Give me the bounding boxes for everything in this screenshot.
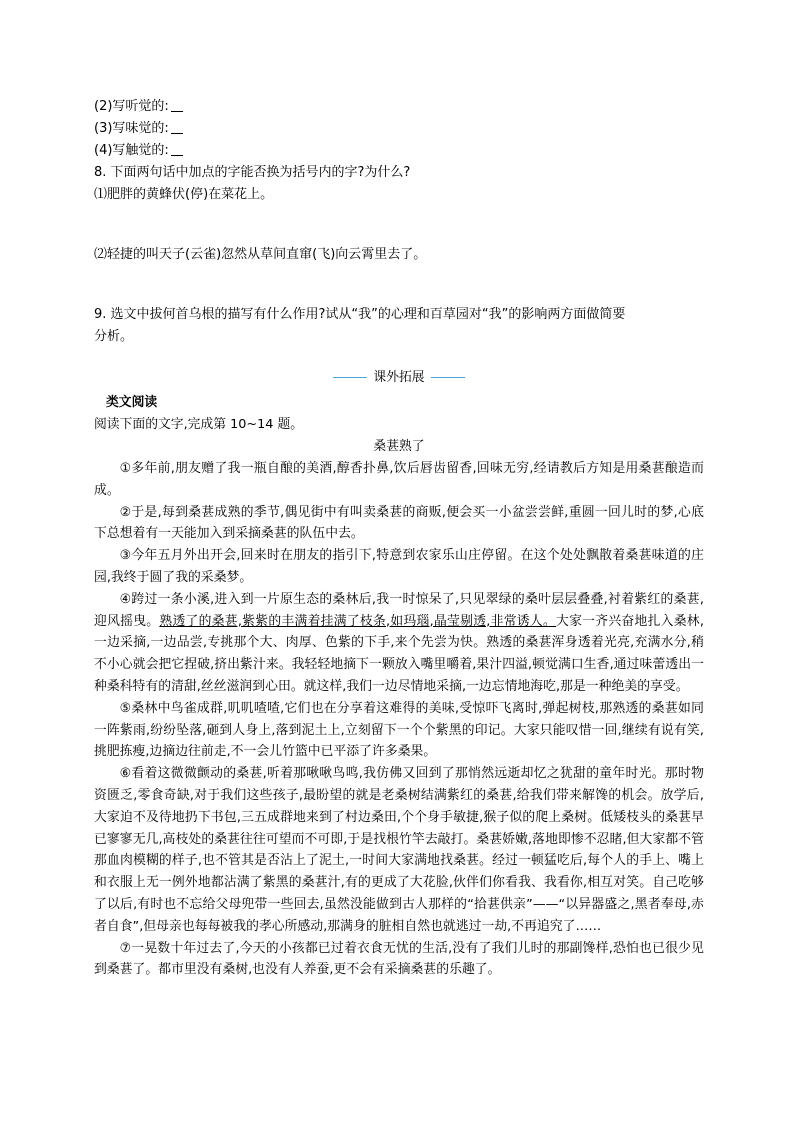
- article-paragraph-2: ②于是,每到桑葚成熟的季节,偶见街中有叫卖桑葚的商贩,便会买一小盆尝尝鲜,重圆一回儿时的梦,心底下总想着有一天能加入到采摘桑葚的队伍中去。: [94, 504, 704, 542]
- paragraph-4-start: ④跨过一条小溪,进入到一片原生态的桑林后,我一时惊呆了,只见翠绿的桑叶层层叠叠,衬着紫红的桑葚,迎风摇曳。: [94, 591, 704, 629]
- answer-label: (2)写听觉的:: [94, 99, 169, 114]
- question-8-sentence-1: ⑴肥胖的黄蜂伏(停)在菜花上。: [94, 187, 274, 202]
- answer-blank[interactable]: [171, 97, 183, 112]
- article-paragraph-6: ⑥看着这微微颤动的桑葚,听着那啾啾鸟鸣,我仿佛又回到了那悄然远逝却忆之犹甜的童年时光。那时物资匮乏,零食奇缺,对于我们这些孩子,最盼望的就是老桑树结满紫红的桑葚,给我们带来解馋的机会。放学后,大家迫不及待地扔下书包,三五成群地来到了村边桑田,个个身手敏捷,猴子似的爬上桑树。低矮枝头的桑葚早已寥寥无几,高枝处的桑葚往往可望而不可即,于是找根竹竿去敲打。桑葚娇嫩,落地即惨不忍睹,但大家都不管那血肉模糊的样子,也不管其是否沾上了泥土,一时间大家满地找桑葚。经过一顿猛吃后,每个人的手上、嘴上和衣服上无一例外地都沾满了紫黑的桑葚汁,有的更成了大花脸,伙伴们你看我、我看你,相互对笑。自己吃够了以后,有时也不忘给父母兜带一些回去,虽然没能做到古人那样的“拾葚供亲”——“以异器盛之,黑者奉母,赤者自食”,但母亲也每每被我的孝心所感动,那满身的脏相自然也就逃过一劫,不再追究了……: [94, 766, 704, 934]
- instruction-text: 阅读下面的文字,完成第 10~14 题。: [94, 417, 304, 432]
- question-9-line-1: 9. 选文中拔何首乌根的描写有什么作用?试从“我”的心理和百草园对“我”的影响两方面做简要: [94, 307, 626, 322]
- answer-blank[interactable]: [171, 141, 183, 156]
- answer-line-touch: [94, 140, 704, 162]
- article-paragraph-7: ⑦一晃数十年过去了,今天的小孩都已过着衣食无忧的生活,没有了我们儿时的那副馋样,恐怕也已很少见到桑葚了。都市里没有桑树,也没有人养蚕,更不会有采摘桑葚的乐趣了。: [94, 940, 704, 978]
- section-title: 课外拓展: [373, 370, 425, 385]
- paragraph-4-end: 大家一齐兴奋地扎入桑林,一边采摘,一边品尝,专挑那个大、肉厚、色紫的下手,来个先尝为快。熟透的桑葚浑身透着光亮,充满水分,稍不小心就会把它捏破,挤出紫汁来。我轻轻地摘下一颗放入嘴里嚼着,果汁四溢,顿觉满口生香,通过味蕾透出一种桑科特有的清甜,丝丝滋润到心田。就这样,我们一边尽情地采摘,一边忘情地海吃,那是一种绝美的享受。: [94, 613, 705, 694]
- question-8-sentence-2: ⑵轻捷的叫天子(云雀)忽然从草间直窜(飞)向云霄里去了。: [94, 247, 427, 262]
- article-paragraph-1: ①多年前,朋友赠了我一瓶自酿的美酒,醇香扑鼻,饮后唇齿留香,回味无穷,经请教后方知是用桑葚酿造而成。: [94, 461, 704, 498]
- section-header: [94, 364, 704, 392]
- answer-line-taste: [94, 118, 704, 140]
- answer-space[interactable]: [94, 206, 704, 244]
- answer-label: (4)写触觉的:: [94, 143, 169, 158]
- answer-blank[interactable]: [171, 119, 183, 134]
- document-page: [94, 96, 704, 981]
- question-8-title: 8. 下面两句话中加点的字能否换为括号内的字?为什么?: [94, 165, 411, 180]
- question-9-line-2: 分析。: [94, 329, 134, 344]
- answer-space[interactable]: [94, 266, 704, 304]
- section-rule-right: [431, 377, 465, 378]
- article-paragraph-5: ⑤桑林中鸟雀成群,叽叽喳喳,它们也在分享着这难得的美味,受惊吓飞离时,弹起树枝,那熟透的桑葚如同一阵紫雨,纷纷坠落,砸到人身上,落到泥土上,立刻留下一个个紫黑的印记。大家只能叹惜一回,继续有说有笑,挑肥拣瘦,边摘边往前走,不一会儿竹篮中已平添了许多桑果。: [94, 700, 704, 760]
- answer-label: (3)写味觉的:: [94, 121, 169, 136]
- article-paragraph-3: ③今年五月外出开会,回来时在朋友的指引下,特意到农家乐山庄停留。在这个处处飘散着桑葚味道的庄园,我终于圆了我的采桑梦。: [94, 548, 704, 585]
- article-title: 桑葚熟了: [373, 439, 425, 454]
- underlined-sentence: 熟透了的桑葚,紫紫的丰满着挂满了枝条,如玛瑙,晶莹剔透,非常诱人。: [159, 613, 557, 629]
- subsection-title: 类文阅读: [106, 395, 158, 410]
- section-rule-left: [333, 377, 367, 378]
- answer-line-listen: [94, 96, 704, 118]
- article-paragraph-4: [94, 589, 704, 698]
